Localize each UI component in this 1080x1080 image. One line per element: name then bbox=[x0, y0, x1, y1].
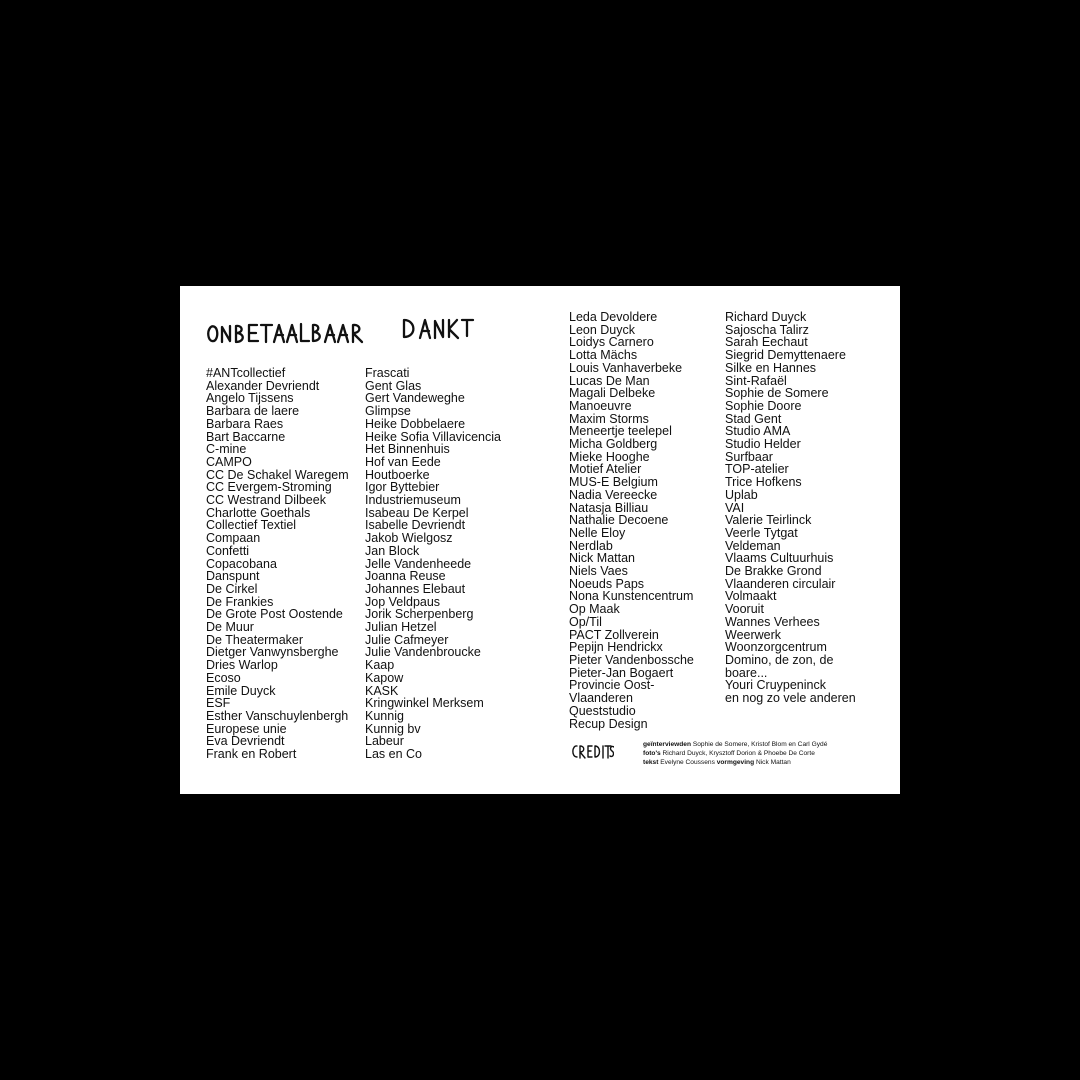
name-entry: Meneertje teelepel bbox=[569, 424, 672, 439]
name-entry: Dries Warlop bbox=[206, 658, 278, 673]
name-entry: Queststudio bbox=[569, 703, 636, 718]
name-entry: Maxim Storms bbox=[569, 411, 649, 426]
name-entry: TOP-atelier bbox=[725, 462, 789, 477]
name-entry: Gent Glas bbox=[365, 378, 422, 393]
name-entry: Kapow bbox=[365, 670, 404, 685]
name-entry: Nerdlab bbox=[569, 538, 613, 553]
name-entry: Barbara Raes bbox=[206, 416, 284, 431]
name-entry: Mieke Hooghe bbox=[569, 449, 650, 464]
name-entry: Jelle Vandenheede bbox=[365, 556, 472, 571]
name-entry: Frank en Robert bbox=[206, 747, 297, 762]
name-entry: Industriemuseum bbox=[365, 493, 461, 508]
name-entry: Natasja Billiau bbox=[569, 500, 649, 515]
name-entry: Angelo Tijssens bbox=[206, 391, 294, 406]
name-entry: Uplab bbox=[725, 487, 758, 502]
name-entry: Copacobana bbox=[206, 556, 277, 571]
name-entry: Veerle Tytgat bbox=[725, 525, 798, 540]
name-entry: Alexander Devriendt bbox=[206, 378, 320, 393]
name-entry: Vlaams Cultuurhuis bbox=[725, 551, 834, 566]
names-column-3 bbox=[569, 311, 694, 730]
name-entry: PACT Zollverein bbox=[569, 627, 659, 642]
name-entry: Surfbaar bbox=[725, 449, 773, 464]
name-entry: Magali Delbeke bbox=[569, 386, 656, 401]
name-entry: Sarah Eechaut bbox=[725, 335, 808, 350]
name-entry: Jakob Wielgosz bbox=[365, 531, 453, 546]
name-entry: De Theatermaker bbox=[206, 632, 304, 647]
name-entry: Sajoscha Talirz bbox=[725, 322, 809, 337]
name-entry: #ANTcollectief bbox=[206, 366, 286, 380]
name-entry: Charlotte Goethals bbox=[206, 505, 311, 520]
name-entry: CAMPO bbox=[206, 454, 252, 469]
name-entry: Micha Goldberg bbox=[569, 437, 658, 452]
names-column-2 bbox=[365, 367, 501, 761]
name-entry: Domino, de zon, de boare... bbox=[725, 652, 834, 680]
credits-label: tekst bbox=[643, 759, 659, 767]
name-entry: Barbara de laere bbox=[206, 404, 300, 419]
name-entry: Siegrid Demyttenaere bbox=[725, 348, 846, 363]
name-entry: Lotta Mächs bbox=[569, 348, 638, 363]
name-entry: ESF bbox=[206, 696, 231, 711]
name-entry: Pieter-Jan Bogaert bbox=[569, 665, 674, 680]
name-entry: De Brakke Grond bbox=[725, 564, 822, 579]
credits-line-photos bbox=[643, 749, 827, 758]
name-entry: Esther Vanschuylenbergh bbox=[206, 708, 349, 723]
credits-value: Evelyne Coussens bbox=[660, 759, 715, 767]
names-column-1 bbox=[206, 367, 349, 761]
name-entry: Frascati bbox=[365, 366, 410, 380]
name-entry: De Frankies bbox=[206, 594, 274, 609]
name-entry: Motief Atelier bbox=[569, 462, 642, 477]
name-entry: Isabelle Devriendt bbox=[365, 518, 466, 533]
name-entry: Woonzorgcentrum bbox=[725, 640, 827, 655]
name-entry: Gert Vandeweghe bbox=[365, 391, 465, 406]
credits-label: vormgeving bbox=[716, 759, 755, 767]
name-entry: Pieter Vandenbossche bbox=[569, 652, 694, 667]
name-entry: Labeur bbox=[365, 734, 404, 749]
name-entry: Johannes Elebaut bbox=[365, 581, 466, 596]
name-entry: De Cirkel bbox=[206, 581, 258, 596]
handwritten-credits-heading bbox=[570, 743, 614, 761]
name-entry: Heike Dobbelaere bbox=[365, 416, 466, 431]
name-entry: Europese unie bbox=[206, 721, 287, 736]
credits-line-interviewed bbox=[643, 740, 827, 749]
name-entry: Hof van Eede bbox=[365, 454, 441, 469]
name-entry: CC Evergem-Stroming bbox=[206, 480, 332, 495]
name-entry: Kunnig bv bbox=[365, 721, 421, 736]
name-entry: Glimpse bbox=[365, 404, 411, 419]
handwritten-title bbox=[206, 314, 506, 348]
name-entry: Julie Vandenbroucke bbox=[365, 645, 481, 660]
name-entry: Compaan bbox=[206, 531, 261, 546]
name-entry: Eva Devriendt bbox=[206, 734, 285, 749]
credits-line-text-design bbox=[643, 758, 827, 767]
name-entry: Recup Design bbox=[569, 716, 648, 731]
name-entry: De Grote Post Oostende bbox=[206, 607, 343, 622]
name-entry: Nona Kunstencentrum bbox=[569, 589, 694, 604]
name-entry: CC De Schakel Waregem bbox=[206, 467, 349, 482]
name-entry: Manoeuvre bbox=[569, 398, 632, 413]
name-entry: Jorik Scherpenberg bbox=[365, 607, 474, 622]
name-entry: Niels Vaes bbox=[569, 564, 628, 579]
name-entry: Silke en Hannes bbox=[725, 360, 817, 375]
name-entry: Dietger Vanwynsberghe bbox=[206, 645, 339, 660]
name-entry: Youri Cruypeninck bbox=[725, 678, 826, 693]
name-entry: Valerie Teirlinck bbox=[725, 513, 812, 528]
name-entry: Louis Vanhaverbeke bbox=[569, 360, 683, 375]
credits-label: geïnterviewden bbox=[643, 741, 692, 748]
name-entry: Jop Veldpaus bbox=[365, 594, 441, 609]
name-entry: Joanna Reuse bbox=[365, 569, 446, 584]
name-entry: Las en Co bbox=[365, 747, 422, 762]
name-entry: Kunnig bbox=[365, 708, 404, 723]
name-entry: Heike Sofia Villavicencia bbox=[365, 429, 501, 444]
credits-block bbox=[643, 740, 827, 768]
name-entry: Wannes Verhees bbox=[725, 614, 820, 629]
name-entry: Weerwerk bbox=[725, 627, 782, 642]
name-entry: Ecoso bbox=[206, 670, 241, 685]
name-entry: VAI bbox=[725, 500, 745, 515]
name-entry: Op/Til bbox=[569, 614, 602, 629]
name-entry: Richard Duyck bbox=[725, 310, 807, 324]
name-entry: Noeuds Paps bbox=[569, 576, 645, 591]
name-entry: Bart Baccarne bbox=[206, 429, 286, 444]
credits-label: foto's bbox=[643, 750, 661, 758]
name-entry: Volmaakt bbox=[725, 589, 777, 604]
name-entry: Pepijn Hendrickx bbox=[569, 640, 663, 655]
name-entry: Igor Byttebier bbox=[365, 480, 440, 495]
name-entry: Het Binnenhuis bbox=[365, 442, 450, 457]
name-entry: Sophie Doore bbox=[725, 398, 802, 413]
name-entry: en nog zo vele anderen bbox=[725, 691, 856, 706]
name-entry: Collectief Textiel bbox=[206, 518, 297, 533]
name-entry: KASK bbox=[365, 683, 399, 698]
name-entry: Jan Block bbox=[365, 543, 420, 558]
name-entry: Danspunt bbox=[206, 569, 260, 584]
name-entry: C-mine bbox=[206, 442, 247, 457]
name-entry: Isabeau De Kerpel bbox=[365, 505, 469, 520]
name-entry: Vooruit bbox=[725, 602, 764, 617]
name-entry: Nelle Eloy bbox=[569, 525, 626, 540]
name-entry: Studio AMA bbox=[725, 424, 791, 439]
name-entry: Julie Cafmeyer bbox=[365, 632, 449, 647]
name-entry: Nick Mattan bbox=[569, 551, 635, 566]
name-entry: Sophie de Somere bbox=[725, 386, 829, 401]
name-entry: Confetti bbox=[206, 543, 250, 558]
name-entry: Vlaanderen circulair bbox=[725, 576, 836, 591]
name-entry: Julian Hetzel bbox=[365, 620, 437, 635]
name-entry: Op Maak bbox=[569, 602, 620, 617]
name-entry: Lucas De Man bbox=[569, 373, 650, 388]
name-entry: Houtboerke bbox=[365, 467, 430, 482]
name-entry: Trice Hofkens bbox=[725, 475, 802, 490]
name-entry: Sint-Rafaël bbox=[725, 373, 787, 388]
name-entry: Nathalie Decoene bbox=[569, 513, 669, 528]
name-entry: Kringwinkel Merksem bbox=[365, 696, 484, 711]
credits-value: Sophie de Somere, Kristof Blom en Carl Gydé bbox=[692, 741, 828, 748]
name-entry: Leon Duyck bbox=[569, 322, 636, 337]
name-entry: Kaap bbox=[365, 658, 395, 673]
name-entry: Leda Devoldere bbox=[569, 310, 658, 324]
name-entry: Stad Gent bbox=[725, 411, 782, 426]
name-entry: Nadia Vereecke bbox=[569, 487, 658, 502]
name-entry: Studio Helder bbox=[725, 437, 801, 452]
credits-value: Nick Mattan bbox=[755, 759, 791, 767]
name-entry: De Muur bbox=[206, 620, 254, 635]
name-entry: CC Westrand Dilbeek bbox=[206, 493, 326, 508]
name-entry: Provincie Oost-Vlaanderen bbox=[569, 678, 655, 706]
name-entry: MUS-E Belgium bbox=[569, 475, 658, 490]
thank-you-card bbox=[180, 286, 900, 794]
names-column-4 bbox=[725, 311, 856, 705]
name-entry: Loidys Carnero bbox=[569, 335, 654, 350]
name-entry: Emile Duyck bbox=[206, 683, 276, 698]
credits-value: Richard Duyck, Krysztoff Dorion & Phoebe De Corte bbox=[662, 750, 815, 758]
name-entry: Veldeman bbox=[725, 538, 781, 553]
